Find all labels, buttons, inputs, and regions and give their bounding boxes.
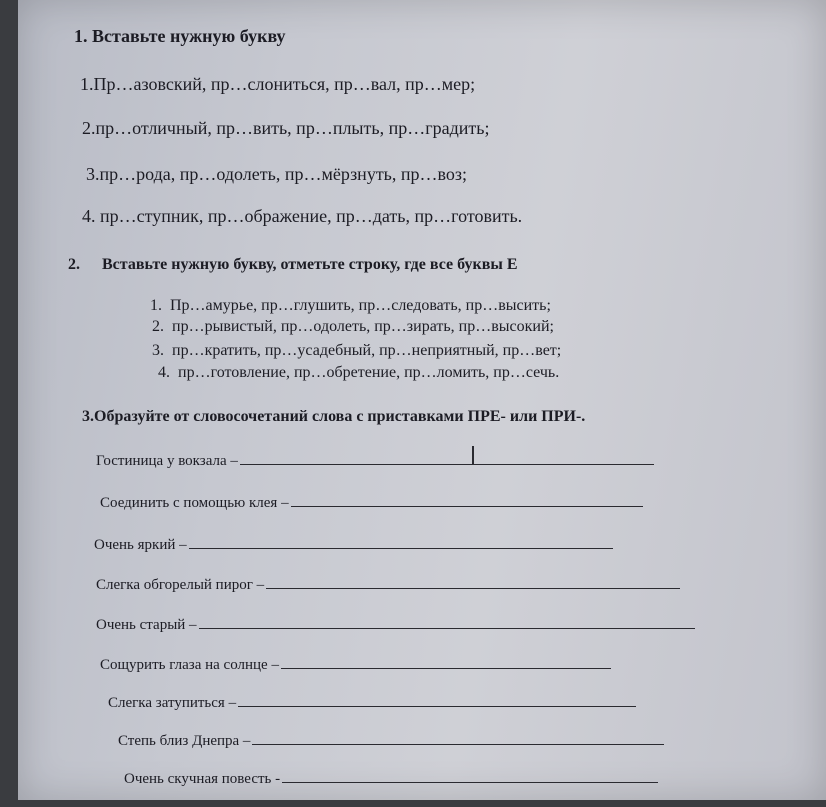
item-number: 2. [152, 318, 164, 335]
answer-blank[interactable] [291, 492, 643, 507]
answer-row [118, 730, 664, 750]
answer-blank[interactable] [282, 768, 658, 783]
section2-item [152, 318, 554, 336]
answer-prompt: Очень скучная повесть - [124, 771, 281, 787]
answer-row [100, 492, 643, 512]
answer-prompt: Очень яркий – [94, 537, 187, 553]
section2-number: 2. [68, 256, 80, 273]
answer-row [124, 768, 658, 788]
answer-blank[interactable] [252, 730, 664, 745]
answer-blank[interactable] [238, 692, 636, 707]
section2-item [150, 297, 551, 315]
section1-title: 1. Вставьте нужную букву [74, 26, 286, 46]
answer-prompt: Очень старый – [96, 617, 197, 633]
answer-prompt: Гостиница у вокзала – [96, 453, 238, 469]
section2-item [152, 342, 561, 360]
answer-prompt: Степь близ Днепра – [118, 733, 251, 749]
section3-title: 3.Образуйте от словосочетаний слова с приставками ПРЕ- или ПРИ-. [82, 408, 586, 425]
item-text: пр…готовление, пр…обретение, пр…ломить, пр…сечь. [178, 364, 560, 381]
section2-title: Вставьте нужную букву, отметьте строку, где все буквы Е [102, 256, 518, 273]
answer-blank[interactable] [266, 574, 680, 589]
answer-blank[interactable] [199, 614, 695, 629]
answer-prompt: Соединить с помощью клея – [100, 495, 289, 511]
answer-row [96, 450, 654, 470]
answer-prompt: Слегка обгорелый пирог – [96, 577, 265, 593]
item-number: 4. [158, 364, 170, 381]
item-text: пр…рывистый, пр…одолеть, пр…зирать, пр…высокий; [172, 318, 554, 335]
answer-blank[interactable] [189, 534, 613, 549]
answer-blank[interactable] [281, 654, 611, 669]
item-number: 3. [152, 342, 164, 359]
answer-row [94, 534, 613, 554]
answer-row [100, 654, 611, 674]
answer-row [96, 574, 680, 594]
section1-line: 1.Пр…азовский, пр…слониться, пр…вал, пр…мер; [80, 74, 476, 94]
section1-line: 2.пр…отличный, пр…вить, пр…плыть, пр…градить; [82, 118, 490, 138]
answer-prompt: Сощурить глаза на солнце – [100, 657, 279, 673]
section2-item [158, 364, 559, 382]
item-number: 1. [150, 297, 162, 314]
section1-line: 3.пр…рода, пр…одолеть, пр…мёрзнуть, пр…воз; [86, 164, 468, 184]
answer-row [108, 692, 636, 712]
section1-line: 4. пр…ступник, пр…ображение, пр…дать, пр…готовить. [82, 206, 523, 226]
answer-prompt: Слегка затупиться – [108, 695, 237, 711]
answer-row [96, 614, 695, 634]
section2-heading [68, 256, 518, 274]
item-text: пр…кратить, пр…усадебный, пр…неприятный, пр…вет; [172, 342, 562, 359]
answer-blank[interactable] [240, 450, 654, 465]
item-text: Пр…амурье, пр…глушить, пр…следовать, пр…высить; [170, 297, 551, 314]
